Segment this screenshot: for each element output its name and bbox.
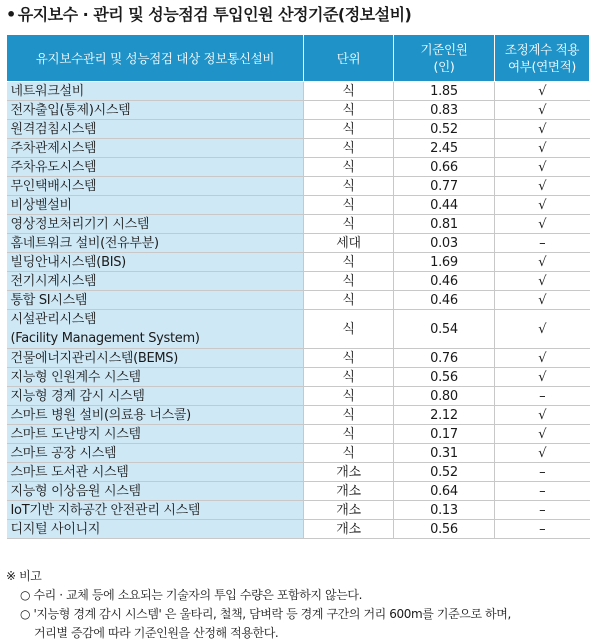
facility-name: 디지털 사이니지 [7, 520, 304, 539]
table-row [7, 272, 590, 291]
table-row [7, 349, 590, 368]
header-standard-personnel [394, 35, 495, 82]
table-row [7, 387, 590, 406]
table-row [7, 463, 590, 482]
standard-personnel-cell: 0.52 [394, 120, 495, 139]
unit-cell: 식 [304, 139, 394, 158]
header-adjustment [495, 35, 590, 82]
table-row [7, 425, 590, 444]
adjustment-cell: – [495, 520, 590, 539]
facility-name: 빌딩안내시스템(BIS) [7, 253, 304, 272]
unit-cell: 세대 [304, 234, 394, 253]
standard-personnel-cell: 0.17 [394, 425, 495, 444]
facility-name: 전자출입(통제)시스템 [7, 101, 304, 120]
facility-name: 영상정보처리기기 시스템 [7, 215, 304, 234]
standard-personnel-cell: 0.56 [394, 520, 495, 539]
adjustment-cell: √ [495, 444, 590, 463]
table-row [7, 234, 590, 253]
title-text: 유지보수 · 관리 및 성능점검 투입인원 산정기준(정보설비) [17, 5, 412, 24]
adjustment-cell: √ [495, 406, 590, 425]
facility-name: 무인택배시스템 [7, 177, 304, 196]
facility-name: 지능형 인원계수 시스템 [7, 368, 304, 387]
standard-personnel-cell: 1.85 [394, 82, 495, 101]
standard-personnel-cell: 0.31 [394, 444, 495, 463]
note-line-3: 거리별 증감에 따라 기준인원을 산정해 적용한다. [34, 626, 279, 640]
facility-name: 네트워크설비 [7, 82, 304, 101]
unit-cell: 식 [304, 158, 394, 177]
facility-name: 스마트 도난방지 시스템 [7, 425, 304, 444]
adjustment-cell: √ [495, 272, 590, 291]
standard-personnel-cell: 0.46 [394, 291, 495, 310]
adjustment-cell: √ [495, 253, 590, 272]
adjustment-cell: – [495, 501, 590, 520]
header-adj-line2: 여부(연면적) [507, 59, 577, 74]
table-row [7, 82, 590, 101]
note-line-1: ○ 수리 · 교체 등에 소요되는 기술자의 투입 수량은 포함하지 않는다. [20, 588, 363, 602]
facility-name: 통합 SI시스템 [7, 291, 304, 310]
adjustment-cell: √ [495, 425, 590, 444]
facility-name: 원격검침시스템 [7, 120, 304, 139]
standard-personnel-cell: 0.64 [394, 482, 495, 501]
facility-name: 전기시계시스템 [7, 272, 304, 291]
unit-cell: 식 [304, 425, 394, 444]
adjustment-cell: √ [495, 82, 590, 101]
adjustment-cell: √ [495, 310, 590, 349]
table-row [7, 291, 590, 310]
facility-name [7, 310, 304, 349]
standard-personnel-cell: 0.56 [394, 368, 495, 387]
unit-cell: 식 [304, 349, 394, 368]
facility-name: 홈네트워크 설비(전유부분) [7, 234, 304, 253]
adjustment-cell: √ [495, 368, 590, 387]
unit-cell: 식 [304, 368, 394, 387]
unit-cell: 식 [304, 177, 394, 196]
table-row [7, 406, 590, 425]
adjustment-cell: √ [495, 139, 590, 158]
unit-cell: 식 [304, 196, 394, 215]
facility-name: 주차관제시스템 [7, 139, 304, 158]
table-row [7, 158, 590, 177]
unit-cell: 개소 [304, 463, 394, 482]
adjustment-cell: √ [495, 101, 590, 120]
standard-personnel-cell: 0.13 [394, 501, 495, 520]
table-row [7, 253, 590, 272]
table-row [7, 520, 590, 539]
note-line-2: ○ '지능형 경계 감시 시스템' 은 울타리, 철책, 담벼락 등 경계 구간의 거리 600m를 기준으로 하며, [20, 607, 511, 621]
facility-name: 지능형 경계 감시 시스템 [7, 387, 304, 406]
adjustment-cell: √ [495, 215, 590, 234]
facility-name: 주차유도시스템 [7, 158, 304, 177]
standard-personnel-cell: 0.44 [394, 196, 495, 215]
unit-cell: 개소 [304, 482, 394, 501]
adjustment-cell: √ [495, 196, 590, 215]
facility-name-line2: (Facility Management System) [10, 331, 200, 346]
table-row [7, 101, 590, 120]
table-body [7, 82, 590, 539]
header-facility: 유지보수관리 및 성능점검 대상 정보통신설비 [7, 35, 304, 82]
facility-name: 비상벨설비 [7, 196, 304, 215]
adjustment-cell: √ [495, 120, 590, 139]
unit-cell: 식 [304, 82, 394, 101]
adjustment-cell: – [495, 482, 590, 501]
table-row [7, 482, 590, 501]
facility-name: 스마트 병원 설비(의료용 너스콜) [7, 406, 304, 425]
table-row [7, 177, 590, 196]
unit-cell: 식 [304, 215, 394, 234]
unit-cell: 개소 [304, 520, 394, 539]
adjustment-cell: – [495, 463, 590, 482]
title-bullet: • [6, 5, 16, 24]
standard-personnel-cell: 0.52 [394, 463, 495, 482]
page-title [6, 2, 411, 25]
standard-personnel-cell: 0.03 [394, 234, 495, 253]
adjustment-cell: √ [495, 177, 590, 196]
notes [6, 567, 596, 643]
table-row [7, 215, 590, 234]
table-row [7, 444, 590, 463]
unit-cell: 식 [304, 272, 394, 291]
table-row [7, 139, 590, 158]
unit-cell: 개소 [304, 501, 394, 520]
table-header-row [7, 35, 590, 82]
unit-cell: 식 [304, 101, 394, 120]
standard-personnel-cell: 0.66 [394, 158, 495, 177]
standard-personnel-cell: 0.76 [394, 349, 495, 368]
unit-cell: 식 [304, 310, 394, 349]
adjustment-cell: √ [495, 349, 590, 368]
facility-name: 스마트 공장 시스템 [7, 444, 304, 463]
facility-name: 지능형 이상음원 시스템 [7, 482, 304, 501]
unit-cell: 식 [304, 387, 394, 406]
header-std-line1: 기준인원 [420, 42, 468, 57]
header-std-line2: (인) [433, 59, 455, 74]
standard-personnel-cell: 0.83 [394, 101, 495, 120]
facility-name: IoT기반 지하공간 안전관리 시스템 [7, 501, 304, 520]
standard-personnel-cell: 0.46 [394, 272, 495, 291]
table-row [7, 501, 590, 520]
adjustment-cell: – [495, 234, 590, 253]
unit-cell: 식 [304, 120, 394, 139]
standard-personnel-cell: 0.81 [394, 215, 495, 234]
unit-cell: 식 [304, 291, 394, 310]
header-unit: 단위 [304, 35, 394, 82]
facility-name: 건물에너지관리시스템(BEMS) [7, 349, 304, 368]
table-row [7, 368, 590, 387]
standard-personnel-cell: 0.77 [394, 177, 495, 196]
table-row [7, 196, 590, 215]
table-row [7, 310, 590, 349]
standard-personnel-cell: 1.69 [394, 253, 495, 272]
adjustment-cell: √ [495, 158, 590, 177]
adjustment-cell: √ [495, 291, 590, 310]
adjustment-cell: – [495, 387, 590, 406]
header-adj-line1: 조정계수 적용 [504, 42, 580, 57]
facility-name: 스마트 도서관 시스템 [7, 463, 304, 482]
facility-name-line1: 시설관리시스템 [10, 312, 97, 327]
standard-table [6, 34, 590, 539]
table-row [7, 120, 590, 139]
unit-cell: 식 [304, 406, 394, 425]
unit-cell: 식 [304, 444, 394, 463]
standard-personnel-cell: 2.45 [394, 139, 495, 158]
standard-personnel-cell: 0.54 [394, 310, 495, 349]
notes-heading: ※ 비고 [6, 569, 42, 583]
unit-cell: 식 [304, 253, 394, 272]
standard-personnel-cell: 0.80 [394, 387, 495, 406]
standard-personnel-cell: 2.12 [394, 406, 495, 425]
